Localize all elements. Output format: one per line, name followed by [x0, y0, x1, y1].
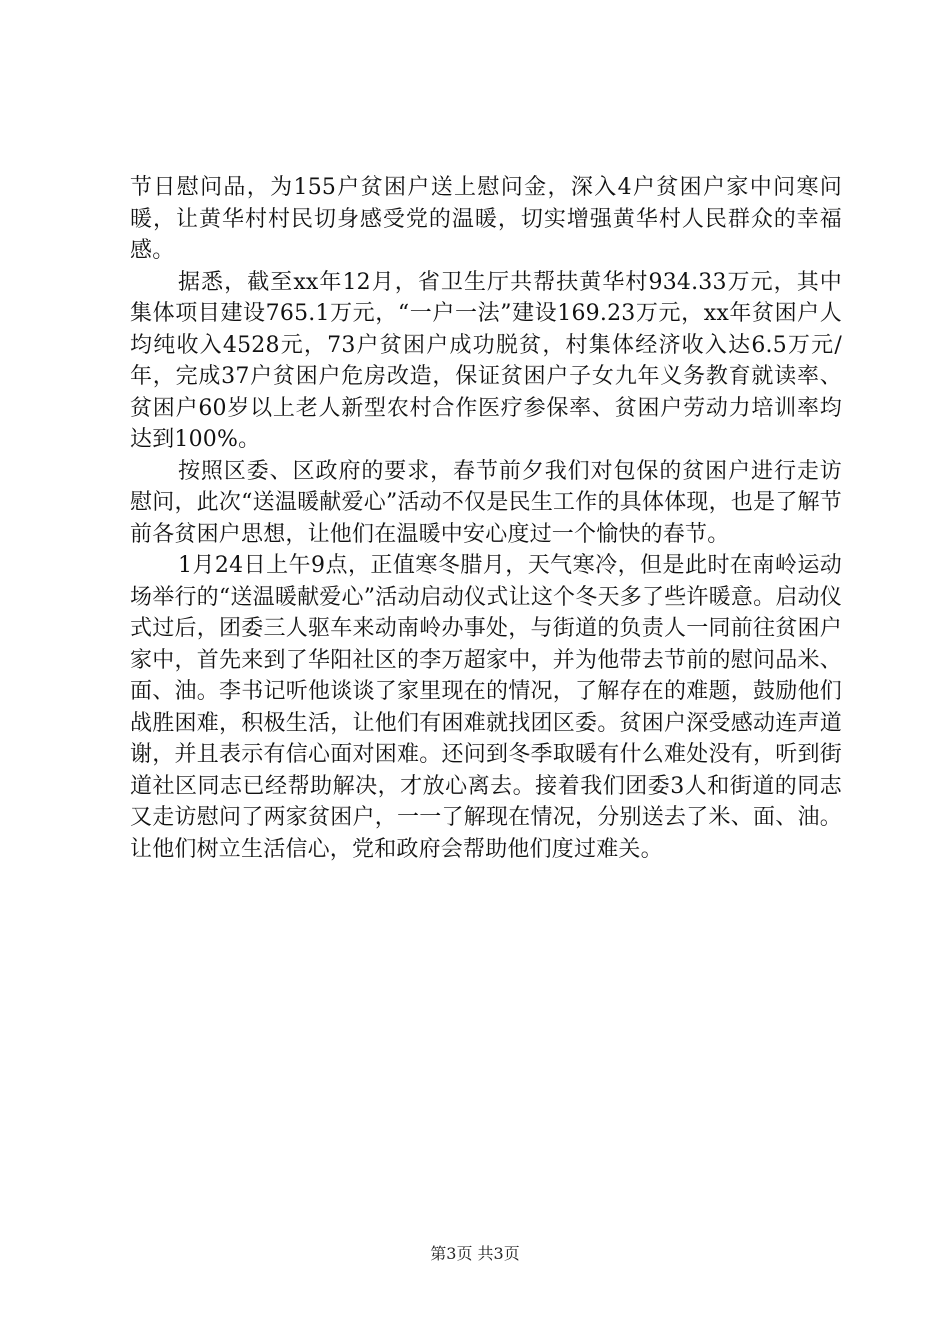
- paragraph-1: 节日慰问品，为155户贫困户送上慰问金，深入4户贫困户家中问寒问暖，让黄华村村民切身感受党的温暖，切实增强黄华村人民群众的幸福感。: [130, 175, 842, 263]
- paragraph-3: 按照区委、区政府的要求，春节前夕我们对包保的贫困户进行走访慰问，此次“送温暖献爱心”活动不仅是民生工作的具体体现，也是了解节前各贫困户思想，让他们在温暖中安心度过一个愉快的春节。: [130, 458, 842, 547]
- paragraph-4: 1月24日上午9点，正值寒冬腊月，天气寒冷，但是此时在南岭运动场举行的“送温暖献爱心”活动启动仪式让这个冬天多了些许暖意。启动仪式过后，团委三人驱车来动南岭办事处，与街道的负责人一同前往贫困户家中，首先来到了华阳社区的李万超家中，并为他带去节前的慰问品米、面、油。李书记听他谈谈了家里现在的情况，了解存在的难题，鼓励他们战胜困难，积极生活，让他们有困难就找团区委。贫困户深受感动连声道谢，并且表示有信心面对困难。还问到冬季取暖有什么难处没有，听到街道社区同志已经帮助解决，才放心离去。接着我们团委3人和街道的同志又走访慰问了两家贫困户，一一了解现在情况，分别送去了米、面、油。让他们树立生活信心，党和政府会帮助他们度过难关。: [130, 553, 842, 862]
- paragraph-2: 据悉，截至xx年12月，省卫生厅共帮扶黄华村934.33万元，其中集体项目建设765.1万元，“一户一法”建设169.23万元，xx年贫困户人均纯收入4528元，73户贫困户成功脱贫，村集体经济收入达6.5万元/年，完成37户贫困户危房改造，保证贫困户子女九年义务教育就读率、贫困户60岁以上老人新型农村合作医疗参保率、贫困户劳动力培训率均达到100%。: [130, 269, 842, 452]
- page-number-footer: 第3页 共3页: [430, 1244, 520, 1263]
- document-body: [130, 172, 842, 865]
